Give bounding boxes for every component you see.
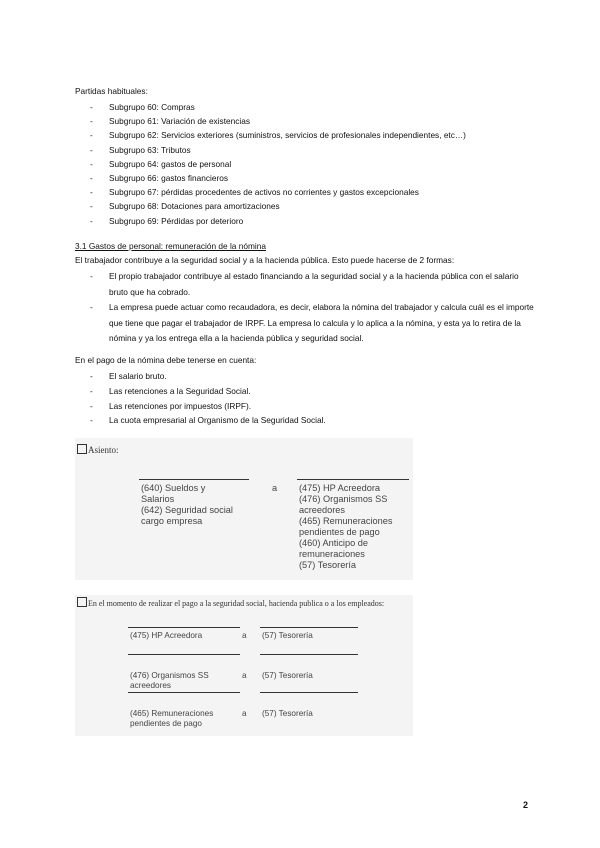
divider xyxy=(260,627,358,628)
divider xyxy=(128,654,240,655)
list-item: - El salario bruto. xyxy=(109,369,326,384)
pago-panel xyxy=(75,595,413,736)
list-item: - El propio trabajador contribuye al estado financiando a la seguridad social y a la hacienda pública con el salario bruto que ha cobrado. xyxy=(109,269,534,300)
pago-row-debit: (465) Remuneraciones pendientes de pago xyxy=(130,709,214,728)
checkbox-icon xyxy=(77,444,87,454)
payroll-intro: En el pago de la nómina debe tenerse en cuenta: xyxy=(75,355,257,365)
list-item: - Subgrupo 61: Variación de existencias xyxy=(109,114,466,128)
asiento-debit: (640) Sueldos y Salarios (642) Seguridad social cargo empresa xyxy=(141,483,233,526)
pago-row-credit: (57) Tesorería xyxy=(262,671,313,680)
pago-row-debit: (476) Organismos SS acreedores xyxy=(130,671,209,690)
list-item: - Subgrupo 67: pérdidas procedentes de activos no corrientes y gastos excepcionales xyxy=(109,185,466,199)
list-item: - Las retenciones por impuestos (IRPF). xyxy=(109,399,326,414)
list-item: - Subgrupo 66: gastos financieros xyxy=(109,171,466,185)
list-item: - Subgrupo 63: Tributos xyxy=(109,143,466,157)
partidas-list xyxy=(109,100,466,228)
pago-row-connector: a xyxy=(242,671,247,680)
pago-row-debit: (475) HP Acreedora xyxy=(130,631,203,640)
checkbox-icon xyxy=(77,597,87,607)
pago-title: En el momento de realizar el pago a la seguridad social, hacienda publica o a los empleados: xyxy=(77,597,384,608)
pago-row-credit: (57) Tesorería xyxy=(262,631,313,640)
divider xyxy=(139,479,249,480)
asiento-credit: (475) HP Acreedora (476) Organismos SS acreedores (465) Remuneraciones pendientes de pago (460) Anticipo de remuneraciones (57) Tesorería xyxy=(299,483,393,570)
list-item: - Subgrupo 68: Dotaciones para amortizaciones xyxy=(109,199,466,213)
divider xyxy=(128,627,240,628)
forms-list xyxy=(109,269,534,347)
list-item: - Subgrupo 62: Servicios exteriores (suministros, servicios de profesionales independientes, etc…) xyxy=(109,128,466,142)
divider xyxy=(128,692,240,693)
list-item: - La empresa puede actuar como recaudadora, es decir, elabora la nómina del trabajador y calcula cuál es el importe que tiene que pagar el trabajador de IRPF. La empresa lo calcula y lo aplica a la nómina, y esta ya lo retira de la nómina y ya los entrega ella a la hacienda pública y seguridad social. xyxy=(109,300,534,347)
pago-row-connector: a xyxy=(242,709,247,718)
divider xyxy=(260,654,358,655)
considerations-list xyxy=(109,369,326,428)
asiento-title: Asiento: xyxy=(77,444,119,455)
page-number: 2 xyxy=(522,800,528,810)
list-item: - Subgrupo 64: gastos de personal xyxy=(109,157,466,171)
partidas-heading: Partidas habituales: xyxy=(75,86,148,96)
asiento-panel xyxy=(75,438,413,580)
list-item: - Subgrupo 69: Pérdidas por deterioro xyxy=(109,214,466,228)
asiento-connector: a xyxy=(272,483,278,493)
section-title: 3.1 Gastos de personal: remuneración de la nómina xyxy=(75,241,266,251)
divider xyxy=(297,479,409,480)
list-item: - La cuota empresarial al Organismo de la Seguridad Social. xyxy=(109,413,326,428)
pago-row-credit: (57) Tesorería xyxy=(262,709,313,718)
section-intro: El trabajador contribuye a la seguridad social y a la hacienda pública. Esto puede hacerse de 2 formas: xyxy=(75,255,455,265)
list-item: - Subgrupo 60: Compras xyxy=(109,100,466,114)
list-item: - Las retenciones a la Seguridad Social. xyxy=(109,384,326,399)
pago-row-connector: a xyxy=(242,631,247,640)
divider xyxy=(260,692,358,693)
